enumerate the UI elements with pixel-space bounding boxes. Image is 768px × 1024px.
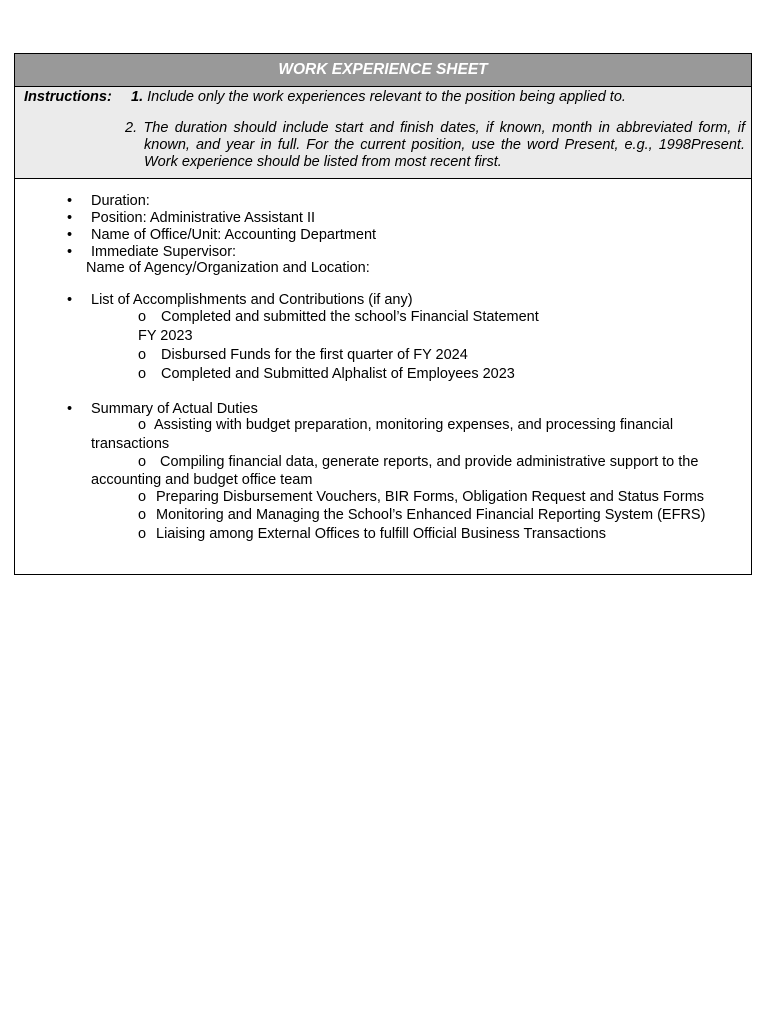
duty-item-continued: accounting and budget office team [91,472,313,488]
accomplishment-item: Completed and submitted the school’s Financial Statement [161,309,539,325]
sub-bullet-icon: o [138,454,147,470]
duty-item: Assisting with budget preparation, monitoring expenses, and processing financial [154,417,674,433]
accomplishment-item: Disbursed Funds for the first quarter of FY 2024 [161,347,468,363]
bullet-icon: • [67,210,73,226]
instruction-item-1-text: Include only the work experiences relevant to the position being applied to. [147,89,626,105]
instructions-label: Instructions: [24,89,112,105]
bullet-icon: • [67,292,73,308]
supervisor-field: Immediate Supervisor: [91,244,237,260]
sub-bullet-icon: o [138,309,147,325]
instructions-section [15,87,751,179]
bullet-icon: • [67,244,73,260]
accomplishment-item-continued: FY 2023 [138,328,193,344]
accomplishment-item: Completed and Submitted Alphalist of Employees 2023 [161,366,515,382]
bullet-icon: • [67,227,73,243]
sub-bullet-icon: o [138,489,147,505]
duty-item-continued: transactions [91,436,170,452]
duties-heading: Summary of Actual Duties [91,401,258,417]
duty-item: Preparing Disbursement Vouchers, BIR Forms, Obligation Request and Status Forms [156,489,705,505]
instruction-item-2: 2. The duration should include start and finish dates, if known, month in abbreviated form, if known, and year in full. For the current position, use the word Present, e.g., 1998Present. Work experience should be listed from most recent first. [125,120,745,170]
sub-bullet-icon: o [138,347,147,363]
instruction-item-1-number: 1. [131,89,144,105]
duration-field: Duration: [91,193,150,209]
duty-item: Liaising among External Offices to fulfill Official Business Transactions [156,526,606,542]
bullet-icon: • [67,401,73,417]
position-field: Position: Administrative Assistant II [91,210,316,226]
bullet-icon: • [67,193,73,209]
office-field: Name of Office/Unit: Accounting Department [91,227,377,243]
instruction-item-1 [131,89,626,105]
duty-item: Monitoring and Managing the School’s Enhanced Financial Reporting System (EFRS) [156,507,706,523]
accomplishments-heading: List of Accomplishments and Contributions (if any) [91,292,413,308]
sub-bullet-icon: o [138,417,147,433]
sub-bullet-icon: o [138,507,147,523]
sub-bullet-icon: o [138,366,147,382]
agency-field: Name of Agency/Organization and Location: [86,260,370,276]
sub-bullet-icon: o [138,526,147,542]
work-experience-sheet [14,53,752,575]
duty-item: Compiling financial data, generate reports, and provide administrative support to the [160,454,699,470]
sheet-title: WORK EXPERIENCE SHEET [15,54,751,87]
